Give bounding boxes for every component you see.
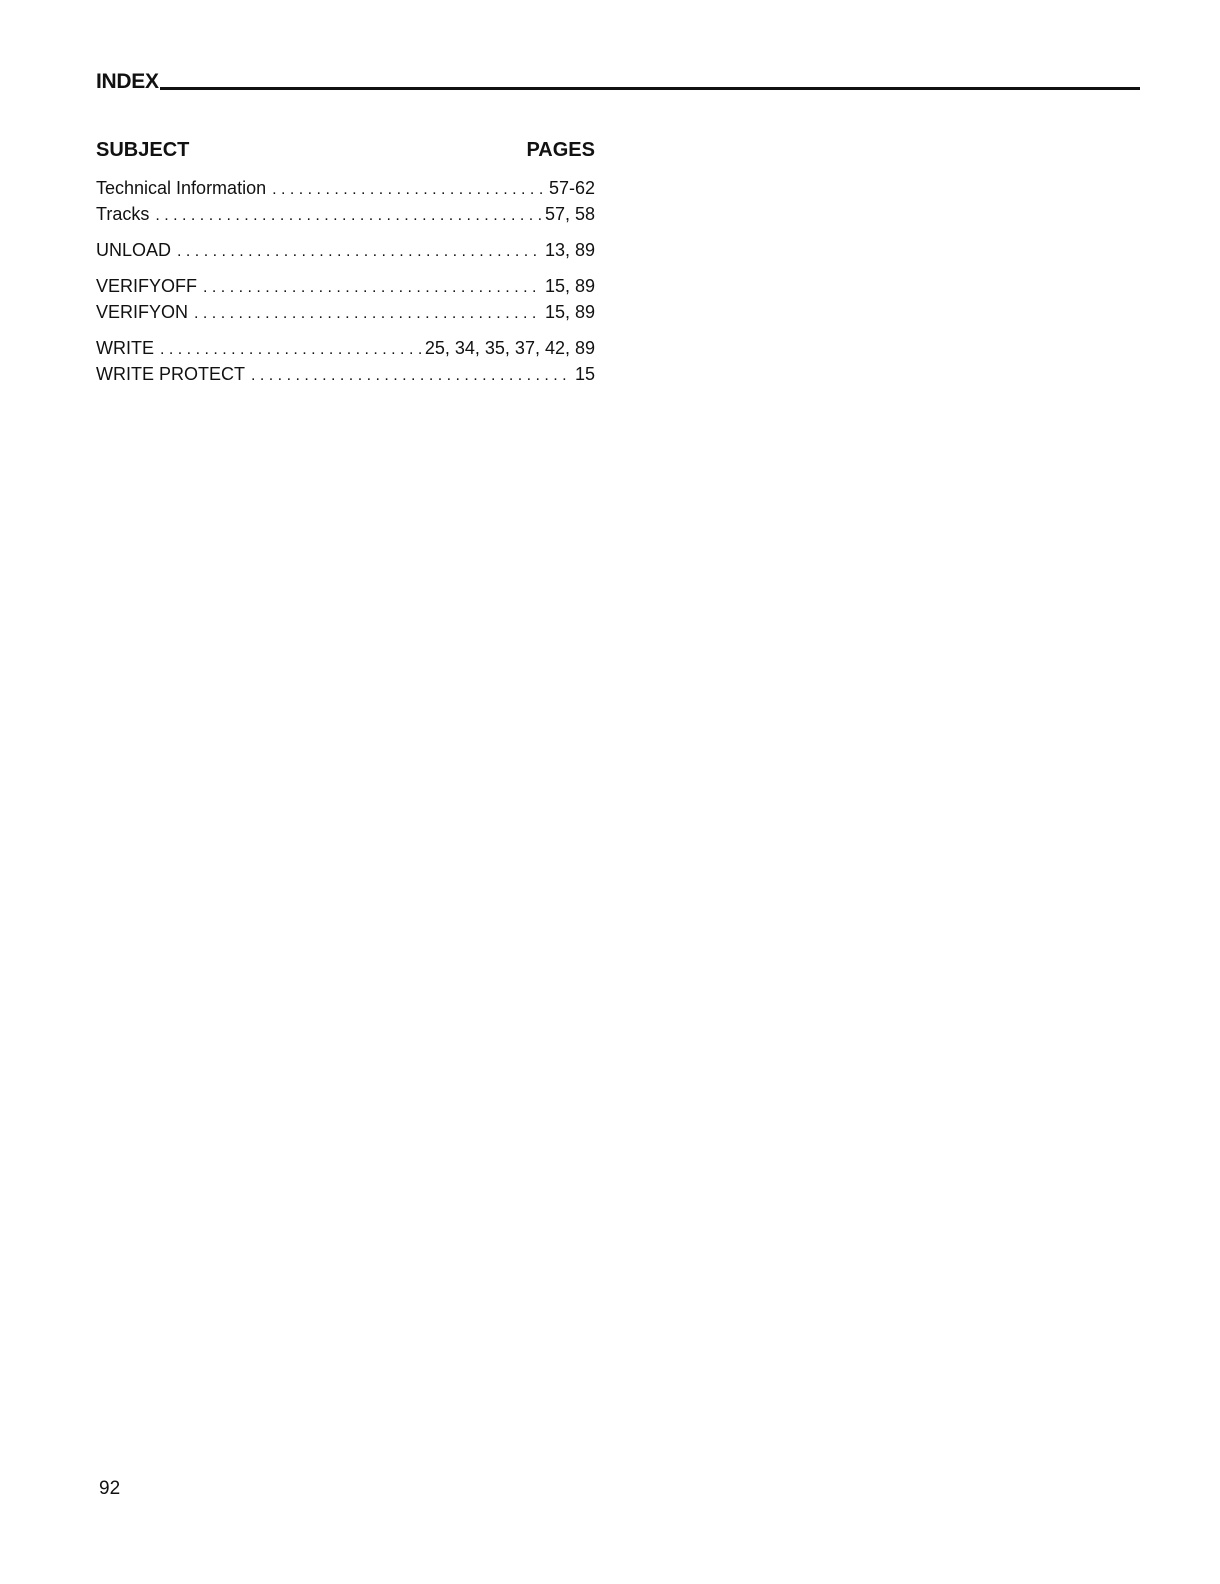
- index-entry: [96, 362, 595, 388]
- dot-leader: [160, 338, 421, 362]
- index-entry: [96, 202, 595, 228]
- index-group-u: [96, 238, 595, 264]
- column-headers: [96, 138, 595, 162]
- entry-pages: 25, 34, 35, 37, 42, 89: [424, 338, 595, 358]
- entry-subject: VERIFYOFF: [96, 276, 198, 296]
- subject-column-header: SUBJECT: [96, 139, 190, 161]
- entry-pages: 15, 89: [544, 302, 595, 322]
- entry-subject: WRITE PROTECT: [96, 364, 245, 384]
- entry-subject: Tracks: [96, 204, 150, 224]
- entry-subject: WRITE: [96, 338, 154, 358]
- dot-leader: [251, 364, 571, 388]
- dot-leader: [155, 204, 541, 228]
- index-entry: [96, 300, 595, 326]
- entry-subject: Technical Information: [96, 178, 267, 198]
- index-group-t: [96, 176, 595, 228]
- entry-pages: 57-62: [548, 178, 595, 198]
- header-rule: [160, 87, 1140, 90]
- pages-column-header: PAGES: [526, 139, 595, 161]
- index-table: [96, 138, 595, 398]
- entry-pages: 15: [574, 364, 595, 384]
- dot-leader: [272, 178, 545, 202]
- page-header: [96, 66, 1140, 96]
- index-entry: [96, 274, 595, 300]
- dot-leader: [203, 276, 541, 300]
- entry-pages: 15, 89: [544, 276, 595, 296]
- page-title: INDEX: [96, 70, 159, 93]
- entry-subject: VERIFYON: [96, 302, 189, 322]
- dot-leader: [177, 240, 541, 264]
- index-entry: [96, 176, 595, 202]
- page-number: 92: [99, 1478, 121, 1499]
- index-entry: [96, 238, 595, 264]
- dot-leader: [194, 302, 541, 326]
- entry-pages: 13, 89: [544, 240, 595, 260]
- entry-subject: UNLOAD: [96, 240, 172, 260]
- index-group-w: [96, 336, 595, 388]
- index-entry: [96, 336, 595, 362]
- index-group-v: [96, 274, 595, 326]
- entry-pages: 57, 58: [544, 204, 595, 224]
